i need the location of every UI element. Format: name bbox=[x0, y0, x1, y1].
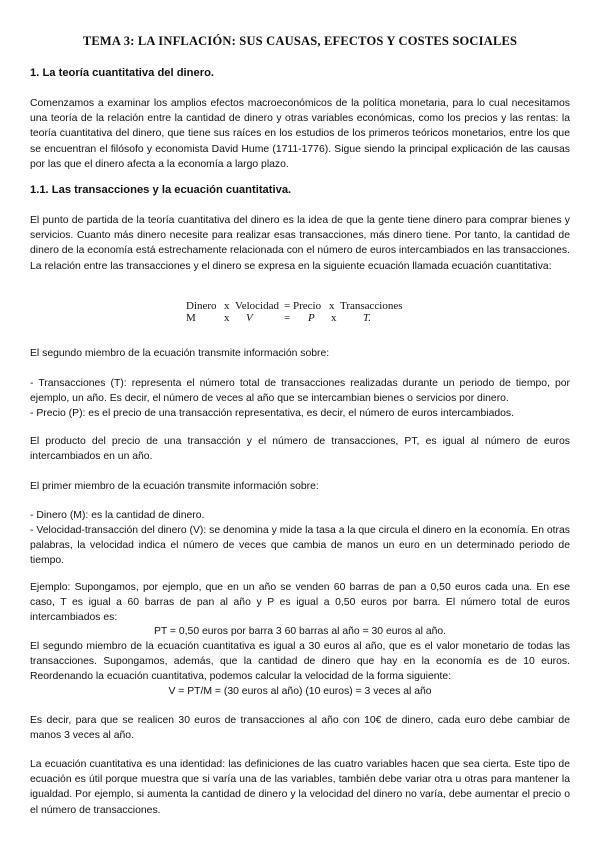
eq-symbol-p: P bbox=[308, 312, 315, 324]
paragraph-example-continued: El segundo miembro de la ecuación cuantitativa es igual a 30 euros al año, que es el valor monetario de todas las transacciones. Supongamos, además, que la cantidad de dinero que hay en la economía es de 10 euros. Reordenando la ecuación cuantitativa, podemos calcular la velocidad de la forma siguiente: bbox=[30, 641, 570, 683]
section-heading-1: 1. La teoría cuantitativa del dinero. bbox=[30, 67, 215, 79]
equation-symbols-row bbox=[150, 312, 450, 324]
bullet-transacciones: - Transacciones (T): representa el número total de transacciones realizadas durante un periodo de tiempo, por ejemplo, un año. Es decir, el número de veces al año que se intercambian bienes o servicios por dinero. bbox=[30, 378, 570, 405]
formula-pt: PT = 0,50 euros por barra 3 60 barras al año = 30 euros al año. bbox=[153, 626, 447, 637]
bullet-dinero: - Dinero (M): es la cantidad de dinero. bbox=[30, 510, 205, 521]
paragraph-product: El producto del precio de una transacción y el número de transacciones, PT, es igual al número de euros intercambiados en un año. bbox=[30, 436, 570, 463]
paragraph-example: Ejemplo: Supongamos, por ejemplo, que en un año se venden 60 barras de pan a 0,50 euros cada una. En ese caso, T es igual a 60 barras de pan al año y P es igual a 0,50 euros por barra. El número total de euros intercambiados es: bbox=[30, 582, 570, 624]
eq-word-x2: x bbox=[329, 300, 335, 312]
eq-word-equals: = bbox=[284, 300, 291, 312]
eq-word-velocidad: Velocidad bbox=[235, 300, 279, 312]
paragraph-identity: La ecuación cuantitativa es una identidad: las definiciones de las cuatro variables hacen que sea cierta. Este tipo de ecuación es útil porque muestra que si varía una de las variables, también debe variar otra u otras para mantener la igualdad. Por ejemplo, si aumenta la cantidad de dinero y la velocidad del dinero no varía, debe aumentar el precio o el número de transacciones. bbox=[30, 759, 570, 816]
eq-word-transacciones: Transacciones bbox=[340, 300, 403, 312]
formula-velocity: V = PT/M = (30 euros al año) (10 euros) = 3 veces al año bbox=[168, 686, 432, 697]
bullet-precio: - Precio (P): es el precio de una transacción representativa, es decir, el número de euros intercambiados. bbox=[30, 408, 514, 419]
section-heading-1-1: 1.1. Las transacciones y la ecuación cuantitativa. bbox=[30, 184, 292, 196]
equation-words-row bbox=[150, 300, 450, 312]
paragraph-second-member: El segundo miembro de la ecuación transmite información sobre: bbox=[30, 348, 330, 359]
quantity-equation bbox=[150, 300, 450, 324]
eq-word-precio: Precio bbox=[293, 300, 322, 312]
document-title: TEMA 3: LA INFLACIÓN: SUS CAUSAS, EFECTOS Y COSTES SOCIALES bbox=[82, 34, 518, 48]
eq-symbol-m: M bbox=[186, 312, 196, 324]
eq-symbol-v: V bbox=[246, 312, 253, 324]
paragraph-first-member: El primer miembro de la ecuación transmite información sobre: bbox=[30, 481, 319, 492]
bullet-velocidad: - Velocidad-transacción del dinero (V): se denomina y mide la tasa a la que circula el dinero en la economía. En otras palabras, la velocidad indica el número de veces que cambia de manos un euro en un determinado periodo de tiempo. bbox=[30, 525, 570, 567]
paragraph-transactions: El punto de partida de la teoría cuantitativa del dinero es la idea de que la gente tiene dinero para comprar bienes y servicios. Cuanto más dinero necesite para realizar esas transacciones, más dinero tiene. Por tanto, la cantidad de dinero de la economía está estrechamente relacionada con el número de euros intercambiados en las transacciones. La relación entre las transacciones y el dinero se expresa en la siguiente ecuación llamada ecuación cuantitativa: bbox=[30, 215, 570, 272]
eq-word-x1: x bbox=[224, 300, 230, 312]
eq-symbol-t: T. bbox=[363, 312, 372, 324]
eq-symbol-equals: = bbox=[284, 312, 291, 324]
paragraph-conclusion: Es decir, para que se realicen 30 euros de transacciones al año con 10€ de dinero, cada euro debe cambiar de manos 3 veces al año. bbox=[30, 715, 570, 742]
paragraph-intro: Comenzamos a examinar los amplios efectos macroeconómicos de la política monetaria, para lo cual necesitamos una teoría de la relación entre la cantidad de dinero y otras variables económicas, como los precios y las rentas: la teoría cuantitativa del dinero, que tiene sus raíces en los estudios de los primeros teóricos monetarios, entre los que se encuentran el filósofo y economista David Hume (1711-1776). Sigue siendo la principal explicación de las causas por las que el dinero afecta a la economía a largo plazo. bbox=[30, 98, 570, 170]
eq-word-dinero: Dinero bbox=[186, 300, 217, 312]
eq-symbol-x1: x bbox=[224, 312, 230, 324]
eq-symbol-x2: x bbox=[331, 312, 337, 324]
